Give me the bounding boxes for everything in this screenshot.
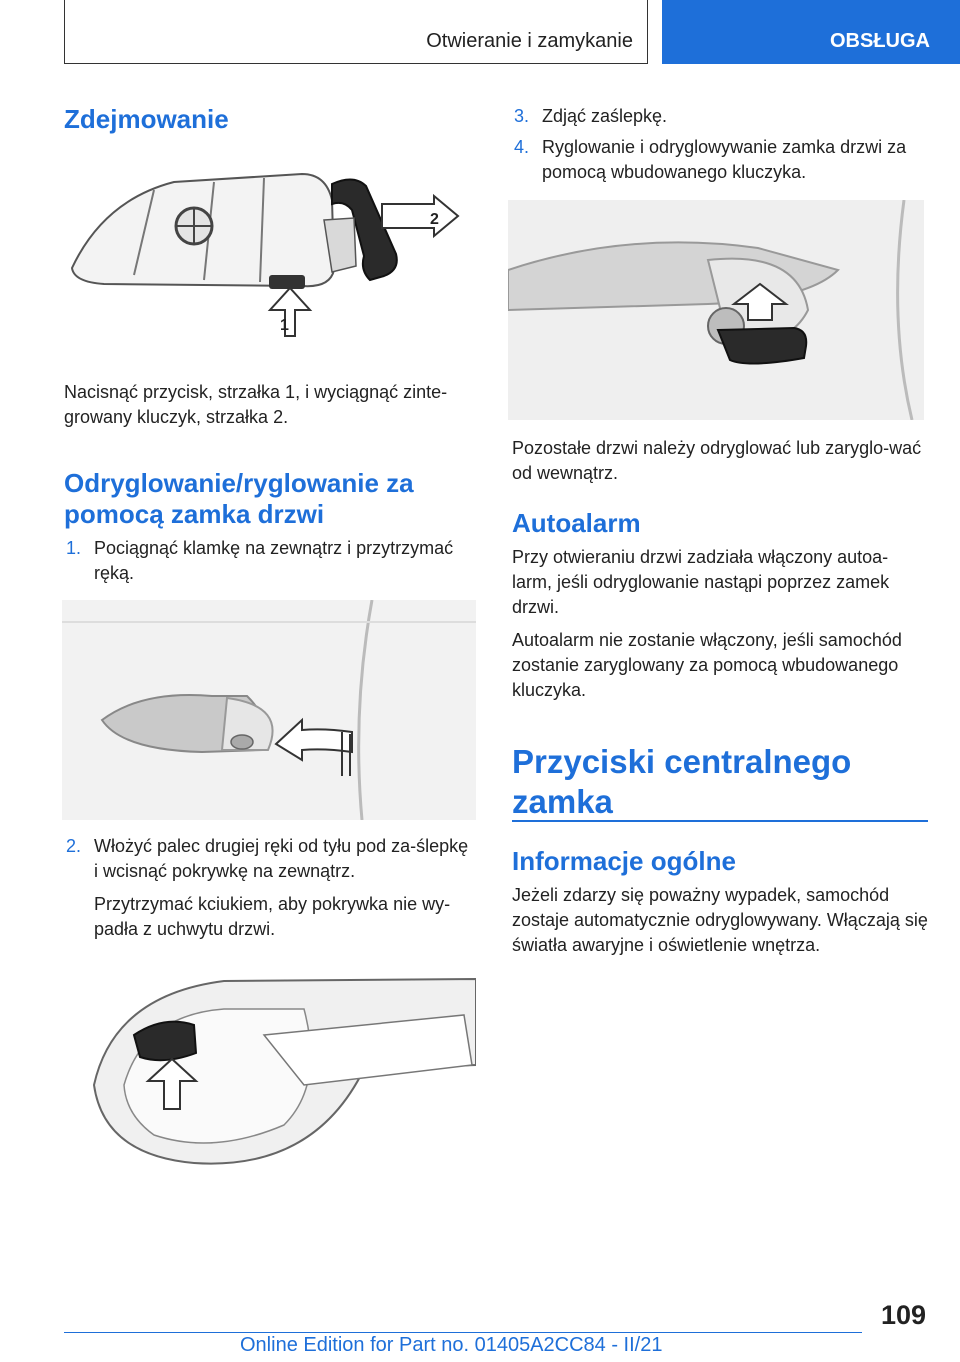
- autoalarm-title: Autoalarm: [512, 508, 641, 538]
- svg-text:1: 1: [280, 317, 289, 334]
- header-chapter-label: OBSŁUGA: [830, 30, 930, 52]
- autoalarm-paragraph-2: Autoalarm nie zostanie włączony, jeśli samochód zostanie zaryglowany za pomocą wbudowanego kluczyka.: [512, 630, 902, 700]
- page-number: 109: [880, 1300, 926, 1330]
- svg-text:2: 2: [430, 211, 439, 228]
- release-button: [269, 275, 305, 289]
- step-3-text: Zdjąć zaślepkę.: [542, 106, 668, 126]
- central-lock-title: Przyciski centralnego zamka: [512, 743, 852, 820]
- step-1: [64, 536, 476, 586]
- removal-title: Zdejmowanie: [64, 104, 229, 134]
- arrow-2-icon: [382, 196, 458, 236]
- step-4-number: 4.: [514, 137, 530, 157]
- footer-edition: Online Edition for Part no. 01405A2CC84 - II/21: [240, 1334, 663, 1356]
- autoalarm-paragraph-1: Przy otwieraniu drzwi zadziała włączony autoa-larm, jeśli odryglowanie nastąpi poprzez zamek drzwi.: [512, 547, 890, 617]
- step-1-number: 1.: [66, 538, 82, 558]
- step-2: [64, 834, 476, 884]
- step-3-number: 3.: [514, 106, 530, 126]
- step-2-text: Włożyć palec drugiej ręki od tyłu pod za-ślepkę i wcisnąć pokrywkę na zewnątrz.: [94, 836, 469, 881]
- door-handle-illustration: [62, 600, 476, 820]
- integrated-key: [718, 328, 806, 364]
- step-2-note: [64, 892, 476, 942]
- removal-instructions: Nacisnąć przycisk, strzałka 1, i wyciągnąć zinte-growany kluczyk, strzałka 2.: [64, 382, 448, 427]
- step-1-text: Pociągnąć klamkę na zewnątrz i przytrzymać ręką.: [94, 538, 454, 583]
- header-section-box: [64, 0, 648, 64]
- handle-cap-figure: [64, 975, 476, 1175]
- step-2-number: 2.: [66, 836, 82, 856]
- door-handle-figure: [62, 600, 476, 820]
- general-info-text: Jeżeli zdarzy się poważny wypadek, samochód zostaje automatycznie odryglowywany. Włączają się światła awaryjne i oświetlenie wnętrza.: [512, 885, 928, 955]
- key-illustration: [64, 160, 476, 360]
- step-4: [512, 135, 928, 185]
- key-in-lock-illustration: [508, 200, 924, 420]
- section-divider: [512, 820, 928, 822]
- general-info-title: Informacje ogólne: [512, 846, 736, 876]
- header-chapter-tab[interactable]: [662, 0, 960, 64]
- step-2-note-text: Przytrzymać kciukiem, aby pokrywka nie wy-padła z uchwytu drzwi.: [94, 894, 451, 939]
- other-doors-text: Pozostałe drzwi należy odryglować lub zaryglo-wać od wewnątrz.: [512, 438, 922, 483]
- key-in-lock-figure: [508, 200, 924, 420]
- handle-cap-illustration: [64, 975, 476, 1175]
- step-4-text: Ryglowanie i odryglowywanie zamka drzwi za pomocą wbudowanego kluczyka.: [542, 137, 907, 182]
- key-figure: [64, 160, 476, 360]
- header-section-title: Otwieranie i zamykanie: [426, 30, 633, 52]
- footer-divider: [64, 1332, 862, 1333]
- lock-title: Odryglowanie/ryglowanie za pomocą zamka drzwi: [64, 468, 414, 529]
- step-3: [512, 104, 928, 129]
- arrow-1-icon: [270, 288, 310, 336]
